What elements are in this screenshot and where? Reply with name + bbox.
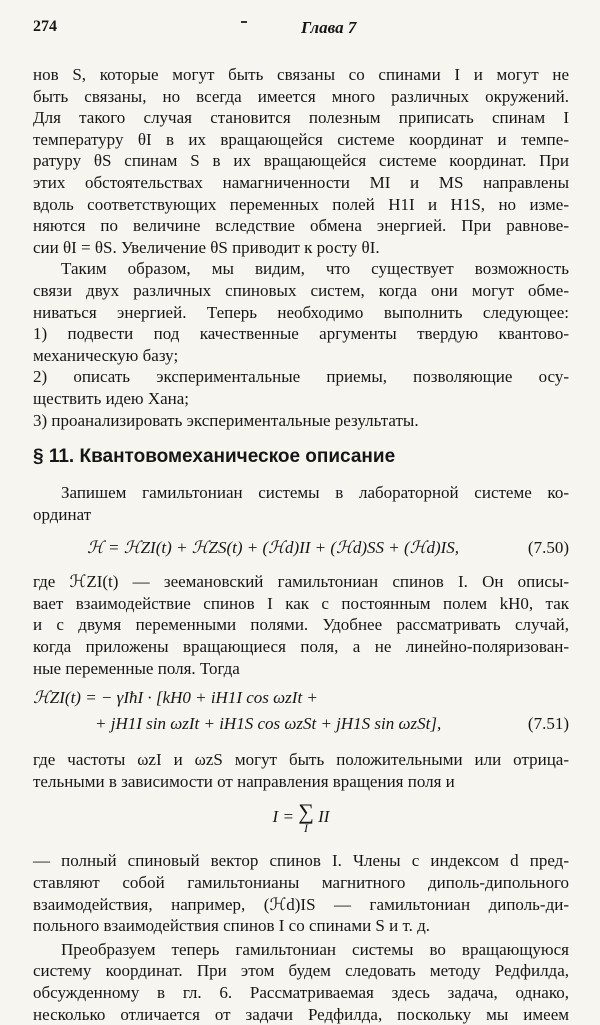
text-line: систему координат. При этом будем следовать методу Редфилда, (33, 961, 569, 981)
running-head: Глава 7 (301, 18, 357, 37)
text-line: ставляют собой гамильтонианы магнитного диполь-дипольного (33, 873, 569, 893)
list-item-line: 2) описать экспериментальные приемы, позволяющие осу- (33, 367, 569, 387)
text-line: температуру θI в их вращающейся системе координат и темпе- (33, 129, 569, 149)
text-line: Для такого случая становится полезным приписать спинам I (33, 108, 569, 128)
equation-body: ℋ = ℋZI(t) + ℋZS(t) + (ℋd)II + (ℋd)SS + (ℋd)IS, (87, 538, 460, 558)
text-line: ратуру θS спинам S в их вращающейся системе координат. При (33, 151, 569, 171)
text-line: ные переменные поля. Тогда (33, 658, 240, 678)
paragraph-7 (33, 939, 569, 1025)
equation-7-51-line-2 (33, 713, 569, 737)
text-line: вдоль соответствующих переменных полей H1I и H1S, но изме- (33, 194, 569, 214)
list-item-line: 3) проанализировать экспериментальные результаты. (33, 410, 419, 430)
page-number: 274 (33, 18, 57, 35)
text-line: Таким образом, мы видим, что существует возможность (61, 259, 569, 279)
sum-index: I (304, 821, 309, 836)
equation-total-spin (33, 799, 569, 842)
text-line: Преобразуем теперь гамильтониан системы во вращающуюся (61, 939, 569, 959)
text-line: сии θI = θS. Увеличение θS приводит к росту θI. (33, 237, 380, 257)
text-line: и с двумя переменными полями. Удобнее рассматривать случай, (33, 615, 569, 635)
equation-7-50 (33, 537, 569, 561)
equation-lhs: I = (272, 807, 294, 827)
text-line: Запишем гамильтониан системы в лабораторной системе ко- (61, 483, 569, 503)
list-item-line: механическую базу; (33, 345, 179, 365)
paragraph-1 (33, 64, 569, 258)
paragraph-4 (33, 571, 569, 679)
list-item-line: 1) подвести под качественные аргументы твердую квантово- (33, 324, 569, 344)
sum-symbol: ∑ (298, 799, 314, 825)
equation-number: (7.51) (527, 714, 569, 734)
text-line: — полный спиновый вектор спинов I. Члены с индексом d пред- (33, 851, 569, 871)
page-body (33, 64, 569, 1025)
text-line: несколько отличается от задачи Редфилда, поскольку мы имеем (33, 1004, 569, 1024)
equation-rhs: II (318, 807, 330, 827)
text-line: нов S, которые могут быть связаны со спинами I и могут не (33, 65, 569, 84)
text-line: взаимодействия, например, (ℋd)IS — гамильтониан диполь-ди- (33, 894, 569, 914)
text-line: ординат (33, 504, 92, 524)
sum-operator (298, 799, 314, 836)
paragraph-6 (33, 850, 569, 936)
equation-body: + jH1I sin ωzIt + iH1S cos ωzSt + jH1S sin ωzSt], (95, 714, 442, 734)
text-line: обсужденному в гл. 6. Рассматриваемая здесь задача, однако, (33, 983, 569, 1002)
text-line: связи двух различных спиновых систем, когда они могут обме- (33, 280, 569, 300)
numbered-list (33, 323, 569, 431)
list-item-line: ществить идею Хана; (33, 388, 190, 408)
text-line: где частоты ωzI и ωzS могут быть положительными или отрица- (33, 750, 569, 770)
section-heading: § 11. Квантовомеханическое описание (33, 446, 396, 468)
text-line: ниваться энергией. Теперь необходимо выполнить следующее: (33, 302, 569, 322)
equation-body: ℋZI(t) = − γIħI · [kH0 + iH1I cos ωzIt + (33, 688, 318, 708)
text-line: этих обстоятельствах намагниченности MI и MS направлены (33, 172, 569, 192)
equation-7-51-line-1 (33, 687, 569, 711)
equation-number: (7.50) (527, 538, 569, 558)
paragraph-2 (33, 258, 569, 323)
text-line: тельными в зависимости от направления вращения поля и (33, 771, 455, 791)
text-line: когда приложены вращающиеся поля, а не линейно-поляризован- (33, 637, 569, 657)
paragraph-3 (33, 482, 569, 525)
text-line: быть связаны, но всегда имеется много различных окружений. (33, 86, 569, 106)
paragraph-5 (33, 749, 569, 792)
text-line: вает взаимодействие спинов I как с постоянным полем kH0, так (33, 593, 569, 613)
text-line: где ℋZI(t) — зеемановский гамильтониан спинов I. Он описы- (33, 572, 569, 592)
page-header (33, 18, 567, 42)
print-mark (241, 21, 247, 23)
text-line: польного взаимодействия спинов I со спинами S и т. д. (33, 916, 431, 936)
text-line: няются по величине вследствие обмена энергией. При равнове- (33, 216, 569, 236)
